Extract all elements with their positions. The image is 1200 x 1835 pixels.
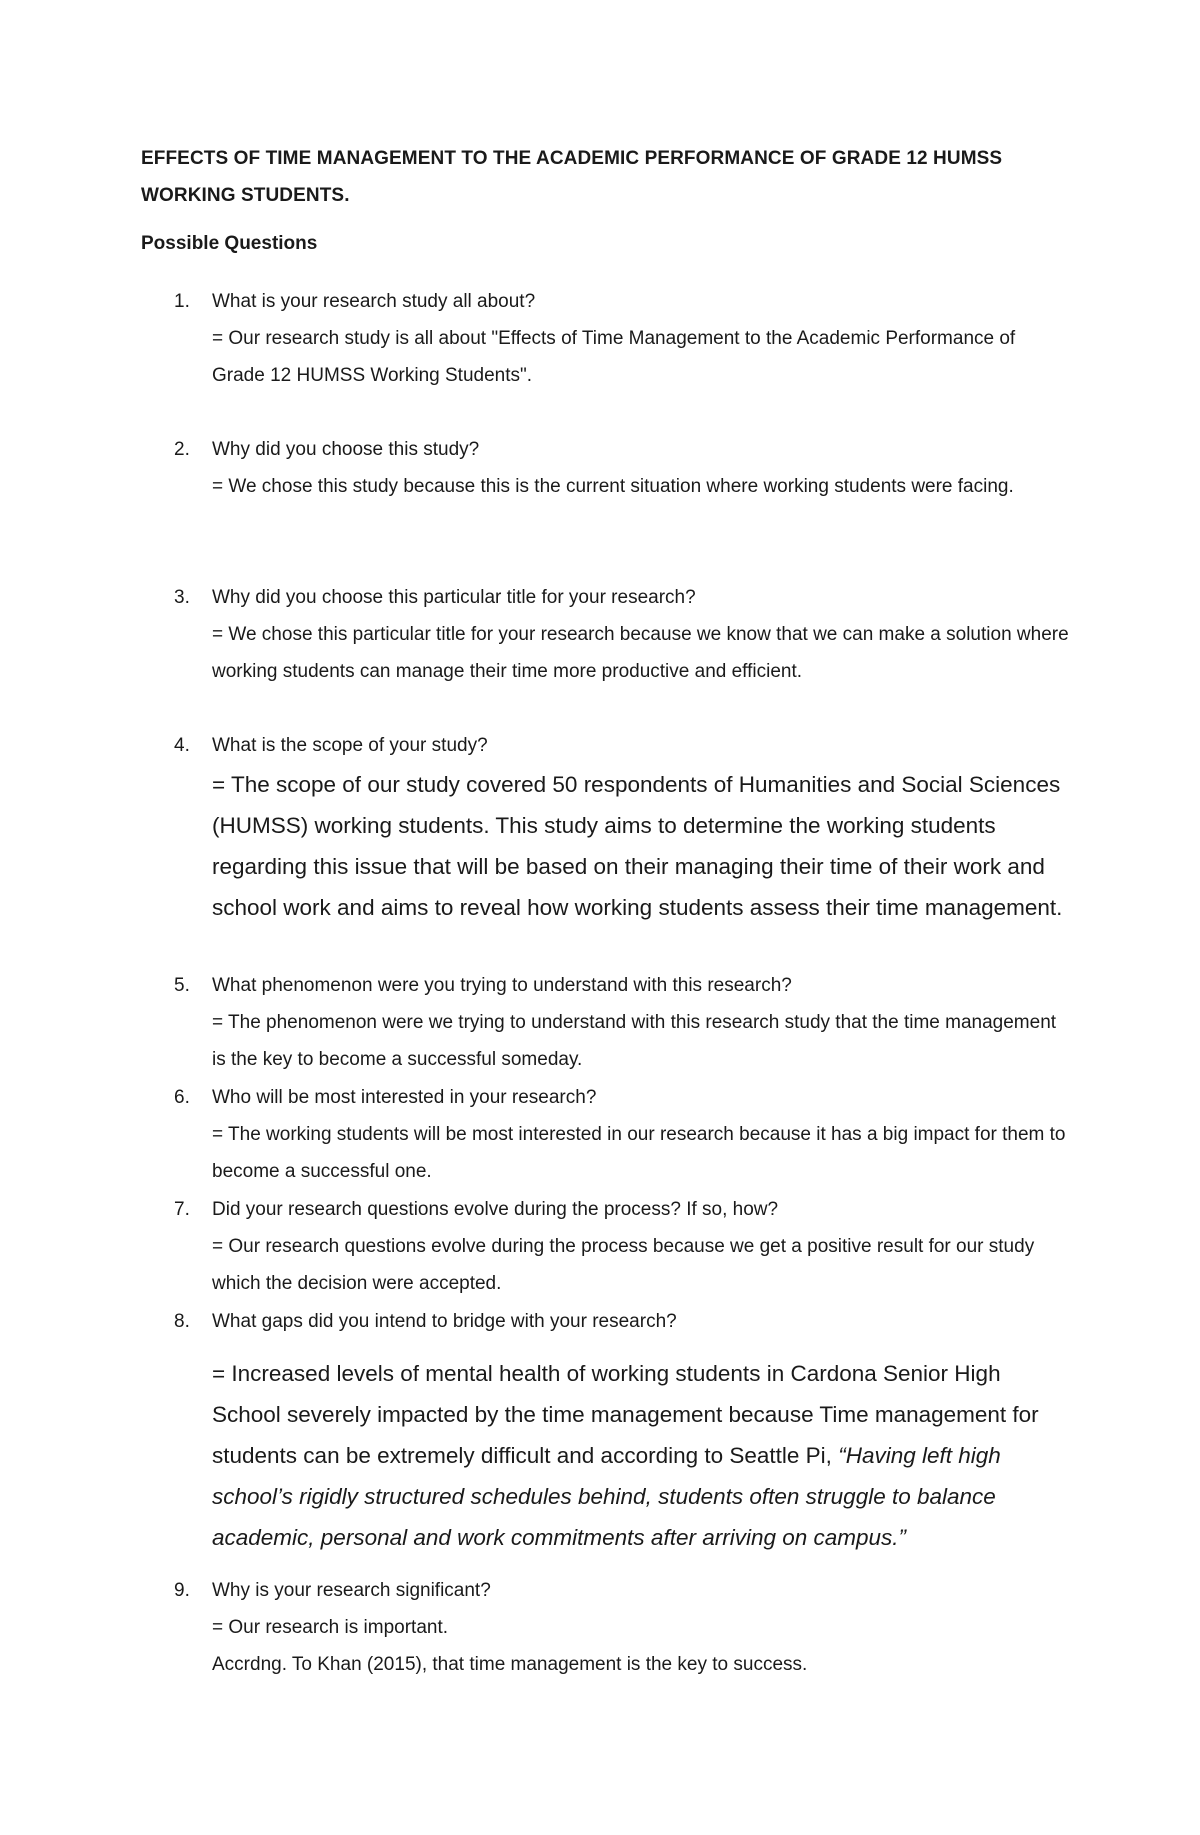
answer-text: = The phenomenon were we trying to understand with this research study that the time management is the key to become a successful someday. bbox=[212, 1012, 1057, 1070]
question-text: What is your research study all about? bbox=[212, 291, 536, 312]
quotation: “Having left high school’s rigidly structured schedules behind, students often struggle to balance academic, personal and work commitments after arriving on campus.” bbox=[212, 1443, 1001, 1550]
item-number: 7. bbox=[174, 1199, 190, 1220]
question-text: Why is your research significant? bbox=[212, 1580, 491, 1601]
document-title: EFFECTS OF TIME MANAGEMENT TO THE ACADEMIC PERFORMANCE OF GRADE 12 HUMSS WORKING STUDENTS. bbox=[141, 148, 1003, 206]
answer-text bbox=[212, 1353, 1072, 1558]
answer-plain-text: = Increased levels of mental health of working students in Cardona Senior High School severely impacted by the time management because Time management for students can be extremely difficult and according to Seattle Pi, bbox=[212, 1361, 1039, 1468]
question-text: Why did you choose this study? bbox=[212, 439, 480, 460]
item-number: 9. bbox=[174, 1580, 190, 1601]
answer-text-citation: Accrdng. To Khan (2015), that time management is the key to success. bbox=[212, 1654, 808, 1675]
item-number: 3. bbox=[174, 587, 190, 608]
answer-text: = The scope of our study covered 50 respondents of Humanities and Social Sciences (HUMSS) working students. This study aims to determine the working students regarding this issue that will be based on their managing their time of their work and school work and aims to reveal how working students assess their time management. bbox=[212, 772, 1063, 920]
question-text: What is the scope of your study? bbox=[212, 735, 488, 756]
question-text: Who will be most interested in your research? bbox=[212, 1087, 597, 1108]
item-number: 8. bbox=[174, 1311, 190, 1332]
question-text: What phenomenon were you trying to understand with this research? bbox=[212, 975, 792, 996]
answer-text: = Our research study is all about "Effects of Time Management to the Academic Performance of Grade 12 HUMSS Working Students". bbox=[212, 328, 1016, 386]
item-number: 5. bbox=[174, 975, 190, 996]
item-number: 4. bbox=[174, 735, 190, 756]
answer-text: = We chose this particular title for your research because we know that we can make a solution where working students can manage their time more productive and efficient. bbox=[212, 624, 1069, 682]
item-number: 1. bbox=[174, 291, 190, 312]
answer-text: = We chose this study because this is the current situation where working students were facing. bbox=[212, 476, 1014, 497]
answer-text: = Our research questions evolve during the process because we get a positive result for our study which the decision were accepted. bbox=[212, 1236, 1035, 1294]
question-text: What gaps did you intend to bridge with your research? bbox=[212, 1311, 677, 1332]
section-heading: Possible Questions bbox=[141, 233, 318, 254]
question-text: Did your research questions evolve during the process? If so, how? bbox=[212, 1199, 779, 1220]
item-number: 6. bbox=[174, 1087, 190, 1108]
item-number: 2. bbox=[174, 439, 190, 460]
answer-text: = Our research is important. bbox=[212, 1617, 449, 1638]
question-text: Why did you choose this particular title for your research? bbox=[212, 587, 696, 608]
answer-text: = The working students will be most interested in our research because it has a big impact for them to become a successful one. bbox=[212, 1124, 1066, 1182]
